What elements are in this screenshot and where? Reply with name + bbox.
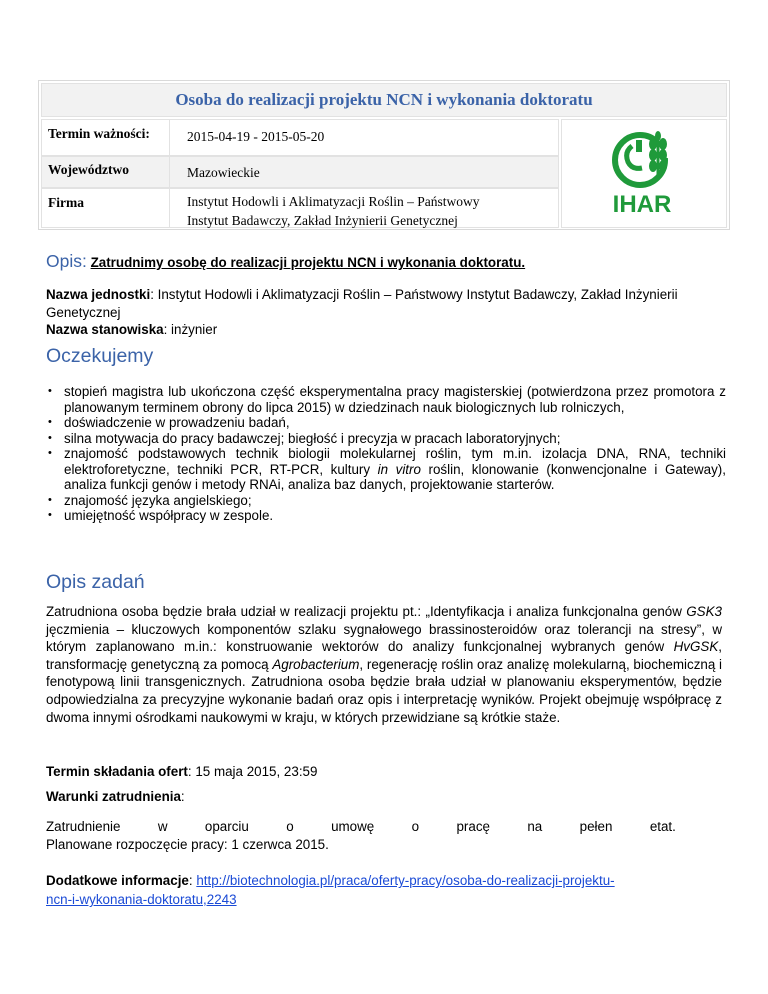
tasks-paragraph: Zatrudniona osoba będzie brała udział w realizacji projektu pt.: „Identyfikacja i analiza funkcjonalna genów GSK3 jęczmienia – kluczowych komponentów szlaku sygnałowego brassinosteroidów oraz tolerancji na stresy”, w którym zaplanowano m.in.: konstruowanie wektorów do analizy funkcjonalnej wybranych genów HvGSK, transformację genetyczną za pomocą Agrobacterium, regenerację roślin oraz analizę molekularną, biochemiczną i fenotypową linii transgenicznych. Zatrudniona osoba będzie brała udział w planowaniu eksperymentów, będzie odpowiedzialna za precyzyjne wykonanie badań oraz opis i interpretację wyników. Projekt obejmuję współpracę z dwoma innymi ośrodkami naukowymi w kraju, w których przewidziane są krótkie staże. [46, 604, 722, 725]
company-value [170, 189, 558, 227]
description-summary: Zatrudnimy osobę do realizacji projektu NCN i wykonania doktoratu. [90, 255, 526, 270]
more-info-paragraph: Dodatkowe informacje: http://biotechnologia.pl/praca/oferty-pracy/osoba-do-realizacji-projektu- ncn-i-wykonania-doktoratu,2243 [46, 873, 615, 907]
position-label: Nazwa stanowiska [46, 322, 164, 337]
more-info-label: Dodatkowe informacje [46, 873, 189, 888]
more-info-link[interactable]: http://biotechnologia.pl/praca/oferty-pracy/osoba-do-realizacji-projektu- [196, 873, 615, 888]
description-line [46, 251, 726, 272]
list-item: • umiejętność współpracy w zespole. [46, 508, 726, 524]
list-item: • znajomość języka angielskiego; [46, 493, 726, 509]
description-label: Opis: [46, 251, 87, 271]
expectations-list [46, 384, 726, 524]
deadline-paragraph [46, 763, 722, 781]
list-item: • doświadczenie w prowadzeniu badań, [46, 415, 726, 431]
deadline-label: Termin składania ofert [46, 764, 188, 779]
unit-label: Nazwa jednostki [46, 287, 151, 302]
expectations-heading: Oczekujemy [46, 345, 154, 367]
list-item: • stopień magistra lub ukończona część eksperymentalna pracy magisterskiej (potwierdzona przez promotora z planowanym terminem obrony do lipca 2015) w dziedzinach nauk biologicznych lub rolniczych, [46, 384, 726, 415]
conditions-paragraph [46, 818, 722, 853]
ihar-logo-icon [602, 130, 686, 220]
list-item: • znajomość podstawowych technik biologii molekularnej roślin, tym m.in. izolacja DNA, RNA, techniki elektroforetyczne, techniki PCR, RT-PCR, kultury in vitro roślin, klonowanie (konwencjonalne i Gateway), analiza funkcji genów i metody RNAi, analiza baz danych, projektowanie starterów. [46, 446, 726, 493]
svg-text:IHAR: IHAR [612, 191, 672, 218]
position-paragraph [46, 321, 722, 339]
voivodeship-value: Mazowieckie [187, 165, 260, 180]
conditions-label-paragraph: Warunki zatrudnienia: [46, 789, 185, 804]
more-info-link-continued[interactable]: ncn-i-wykonania-doktoratu,2243 [46, 892, 237, 907]
start-date: Planowane rozpoczęcie pracy: 1 czerwca 2015. [46, 836, 329, 852]
deadline-value: : 15 maja 2015, 23:59 [187, 764, 318, 779]
company-value-line1: Instytut Hodowli i Aklimatyzacji Roślin – Państwowy [187, 194, 480, 209]
unit-paragraph [46, 286, 722, 321]
job-header-table [38, 80, 730, 230]
list-item: • silna motywacja do pracy badawczej; biegłość i precyzja w pracach laboratoryjnych; [46, 431, 726, 447]
company-value-line2: Instytut Badawczy, Zakład Inżynierii Genetycznej [187, 213, 458, 228]
voivodeship-row [41, 156, 559, 188]
company-row [41, 188, 559, 228]
validity-row [41, 119, 559, 156]
voivodeship-label: Województwo [42, 157, 170, 187]
conditions-label: Warunki zatrudnienia [46, 789, 181, 804]
validity-label: Termin ważności: [42, 120, 170, 155]
unit-value: : Instytut Hodowli i Aklimatyzacji Roślin – Państwowy Instytut Badawczy, Zakład Inżynierii Genetycznej [46, 287, 678, 320]
job-title: Osoba do realizacji projektu NCN i wykonania doktoratu [41, 83, 727, 117]
conditions-terms: Zatrudnienie w oparciu o umowę o pracę na pełen etat. [46, 819, 676, 834]
validity-value: 2015-04-19 - 2015-05-20 [187, 129, 325, 144]
position-value: : inżynier [163, 322, 218, 337]
company-logo-cell [561, 119, 727, 228]
company-label: Firma [42, 189, 170, 227]
tasks-heading: Opis zadań [46, 571, 145, 593]
